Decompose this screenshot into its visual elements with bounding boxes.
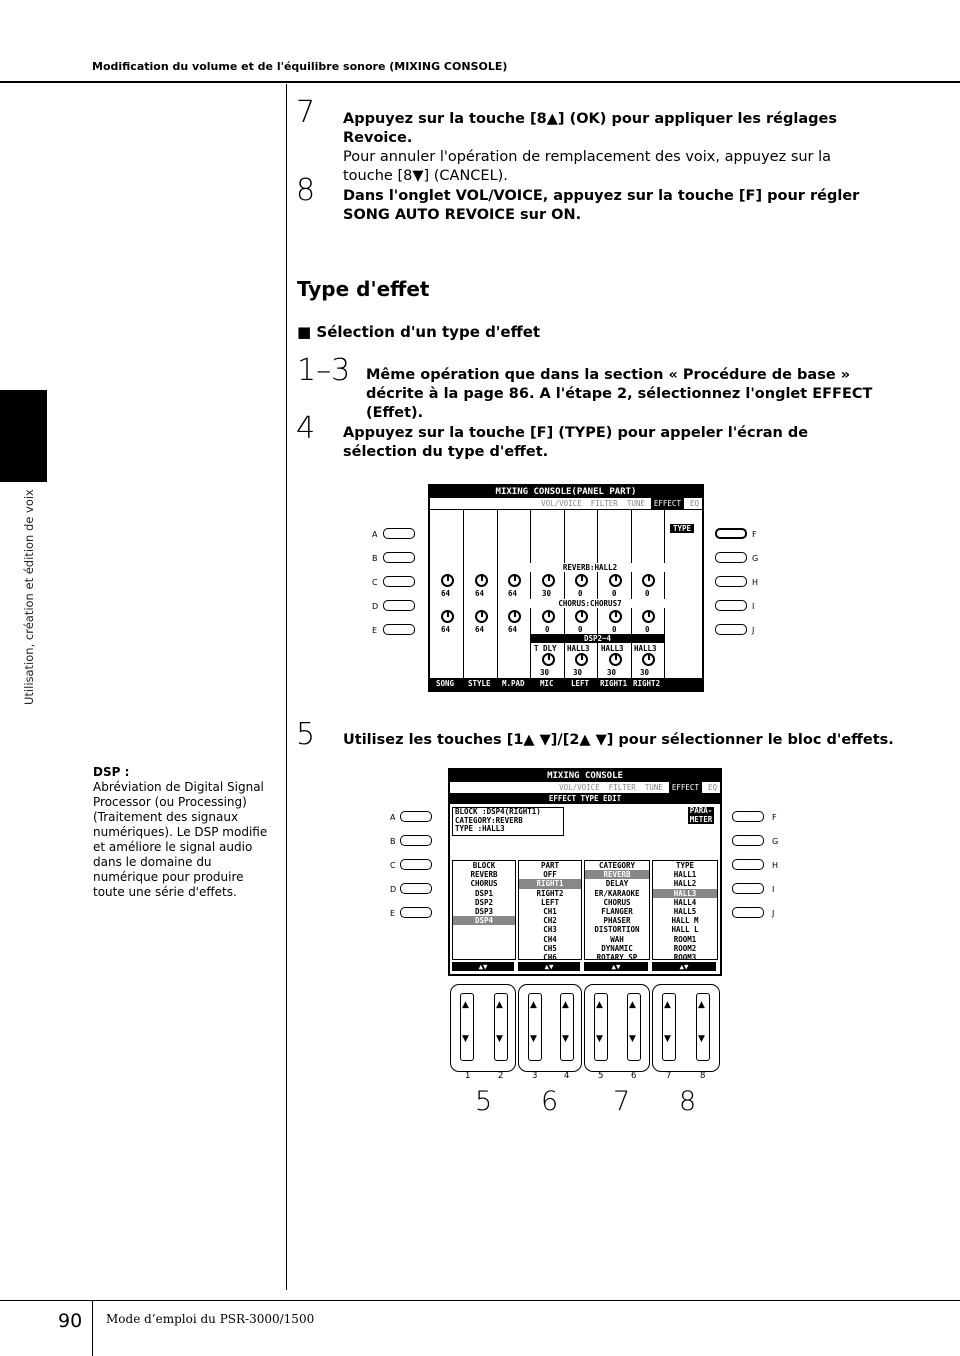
- button-b[interactable]: [400, 835, 432, 846]
- step-bold-text: Utilisez les touches [1▲ ▼]/[2▲ ▼] pour sélectionner le bloc d'effets.: [343, 732, 894, 748]
- list-item[interactable]: ROOM3: [673, 953, 697, 963]
- chapter-label: Utilisation, création et édition de voix: [22, 489, 36, 705]
- callout-number: 7: [613, 1086, 631, 1117]
- chorus-label: CHORUS:CHORUS7: [510, 599, 670, 608]
- section-title: Type d'effet: [297, 277, 430, 301]
- list-item[interactable]: CH3: [543, 925, 557, 935]
- value: 30: [542, 589, 552, 598]
- button-i[interactable]: [732, 883, 764, 894]
- parameter-button[interactable]: PARA-METER: [689, 806, 713, 824]
- step-bold-text: Appuyez sur la touche [F] (TYPE) pour appeler l'écran de sélection du type d'effet.: [343, 425, 809, 460]
- info-box: [452, 807, 564, 836]
- slider-6[interactable]: [627, 993, 641, 1061]
- button-e[interactable]: [400, 907, 432, 918]
- slider-3[interactable]: [528, 993, 542, 1061]
- value: 0: [645, 589, 650, 598]
- callout-number: 6: [541, 1086, 559, 1117]
- button-label-i: I: [772, 885, 775, 894]
- step-number: 1–3: [297, 353, 351, 388]
- dsp-name: HALL3: [601, 644, 624, 653]
- tab-filter[interactable]: FILTER: [590, 499, 618, 508]
- arrow-bar: ▲▼: [452, 962, 514, 971]
- value: 0: [612, 625, 617, 634]
- value: 0: [545, 625, 550, 634]
- list-item[interactable]: DSP2: [474, 897, 494, 907]
- step-number: 7: [296, 95, 316, 130]
- step-number: 4: [296, 411, 316, 446]
- button-label-g: G: [772, 837, 779, 846]
- mixing-console-screen-1: [368, 482, 768, 694]
- slider-number: 6: [631, 1071, 637, 1081]
- slider-number: 1: [465, 1071, 471, 1081]
- list-item[interactable]: PHASER: [603, 916, 631, 926]
- list-item-selected[interactable]: HALL3: [653, 889, 717, 898]
- value: 0: [578, 589, 583, 598]
- value: 64: [441, 589, 451, 598]
- value: 30: [540, 668, 550, 677]
- list-head: CATEGORY: [598, 861, 636, 870]
- callout-number: 8: [679, 1086, 697, 1117]
- tab-tune[interactable]: TUNE: [644, 783, 663, 792]
- note-body: Abréviation de Digital Signal Processor (ou Processing) (Traitement des signaux numériques). Le DSP modifie et améliore le signal audio dans le domaine du numérique pour produire toute une série d'effets.: [93, 780, 268, 899]
- step-number: 5: [296, 717, 316, 752]
- button-label-h: H: [752, 578, 759, 587]
- list-item[interactable]: CH6: [543, 953, 557, 963]
- button-j[interactable]: [715, 624, 747, 635]
- part-song: SONG: [436, 679, 455, 688]
- footer-rule: [0, 1300, 960, 1301]
- lcd-tabs: [430, 498, 702, 510]
- list-item[interactable]: ROTARY SP: [596, 953, 638, 963]
- list-item[interactable]: HALL1: [673, 870, 697, 880]
- dsp-label: DSP2~4: [531, 634, 664, 643]
- step-number: 8: [296, 173, 316, 208]
- button-g[interactable]: [732, 835, 764, 846]
- lcd-display: [428, 484, 704, 692]
- button-b[interactable]: [383, 552, 415, 563]
- slider-number: 3: [532, 1071, 538, 1081]
- arrow-bar: ▲▼: [652, 962, 716, 971]
- list-item[interactable]: CH1: [543, 907, 557, 917]
- list-item[interactable]: HALL L: [671, 925, 699, 935]
- part-left: LEFT: [571, 679, 590, 688]
- list-item[interactable]: HALL4: [673, 897, 697, 907]
- button-g[interactable]: [715, 552, 747, 563]
- info-category: CATEGORY:REVERB: [455, 815, 523, 825]
- chapter-tab: [0, 390, 47, 482]
- slider-number: 2: [498, 1071, 504, 1081]
- list-item[interactable]: CHORUS: [603, 897, 631, 907]
- value: 64: [441, 625, 451, 634]
- value: 30: [573, 668, 583, 677]
- dsp-name: HALL3: [567, 644, 590, 653]
- list-item[interactable]: DELAY: [605, 879, 629, 889]
- list-item-selected[interactable]: REVERB: [585, 870, 649, 879]
- tab-tune[interactable]: TUNE: [626, 499, 645, 508]
- part-right2: RIGHT2: [633, 679, 661, 688]
- button-label-j: J: [752, 626, 755, 635]
- lcd-subtitle: EFFECT TYPE EDIT: [450, 794, 720, 804]
- button-f[interactable]: [732, 811, 764, 822]
- section-subtitle: ■ Sélection d'un type d'effet: [297, 323, 541, 341]
- list-item[interactable]: CH2: [543, 916, 557, 926]
- bottom-bar: [430, 678, 702, 690]
- list-item[interactable]: FLANGER: [601, 907, 633, 917]
- button-e[interactable]: [383, 624, 415, 635]
- lcd-title: MIXING CONSOLE: [450, 770, 720, 782]
- mixing-console-screen-2: [386, 764, 786, 1124]
- note-title: DSP :: [93, 765, 130, 779]
- list-item[interactable]: HALL2: [673, 879, 697, 889]
- type-list[interactable]: [652, 860, 718, 963]
- value: 0: [645, 625, 650, 634]
- button-c[interactable]: [383, 576, 415, 587]
- step-text: [343, 110, 883, 186]
- tab-effect[interactable]: EFFECT: [669, 782, 702, 793]
- list-item[interactable]: DSP1: [474, 888, 494, 898]
- sidebar-note: [93, 765, 278, 900]
- button-label-d: D: [390, 885, 397, 894]
- button-a[interactable]: [383, 528, 415, 539]
- part-mic: MIC: [540, 679, 554, 688]
- button-label-f: F: [752, 530, 757, 539]
- tab-vol-voice[interactable]: VOL/VOICE: [541, 499, 582, 508]
- running-header: Modification du volume et de l'équilibre sonore (MIXING CONSOLE): [92, 60, 508, 73]
- slider-number: 7: [666, 1071, 672, 1081]
- list-item[interactable]: DYNAMIC: [601, 943, 633, 953]
- value: 64: [508, 589, 518, 598]
- slider-5[interactable]: [594, 993, 608, 1061]
- value: 0: [612, 589, 617, 598]
- list-head: PART: [540, 861, 560, 870]
- info-type: TYPE :HALL3: [455, 824, 505, 833]
- button-label-a: A: [372, 530, 378, 539]
- button-label-a: A: [390, 813, 396, 822]
- slider-4[interactable]: [560, 993, 574, 1061]
- list-item[interactable]: DSP3: [474, 907, 494, 917]
- tab-effect[interactable]: EFFECT: [651, 498, 684, 509]
- slider-number: 5: [598, 1071, 604, 1081]
- button-d[interactable]: [400, 883, 432, 894]
- button-f[interactable]: [715, 528, 747, 539]
- list-item[interactable]: OFF: [543, 870, 557, 880]
- button-d[interactable]: [383, 600, 415, 611]
- button-h[interactable]: [732, 859, 764, 870]
- tab-eq[interactable]: EQ: [689, 499, 699, 508]
- button-label-e: E: [390, 909, 396, 918]
- slider-number: 4: [564, 1071, 570, 1081]
- dsp-name: T DLY: [534, 644, 557, 653]
- value: 30: [607, 668, 617, 677]
- list-item[interactable]: HALL5: [673, 907, 697, 917]
- list-item[interactable]: ROOM1: [673, 934, 697, 944]
- part-style: STYLE: [468, 679, 491, 688]
- button-label-e: E: [372, 626, 378, 635]
- button-h[interactable]: [715, 576, 747, 587]
- lcd-title: MIXING CONSOLE(PANEL PART): [430, 486, 702, 498]
- button-c[interactable]: [400, 859, 432, 870]
- step-bold-text: Appuyez sur la touche [8▲] (OK) pour appliquer les réglages Revoice.: [343, 111, 837, 146]
- list-item[interactable]: CH5: [543, 943, 557, 953]
- slider-8[interactable]: [696, 993, 710, 1061]
- button-label-g: G: [752, 554, 759, 563]
- button-label-h: H: [772, 861, 779, 870]
- header-rule: [0, 81, 960, 83]
- slider-2[interactable]: [494, 993, 508, 1061]
- value: 30: [640, 668, 650, 677]
- button-label-b: B: [390, 837, 396, 846]
- step-bold-text: Dans l'onglet VOL/VOICE, appuyez sur la touche [F] pour régler SONG AUTO REVOICE sur ON.: [343, 188, 860, 223]
- footer-text: Mode d’emploi du PSR-3000/1500: [106, 1312, 315, 1326]
- value: 64: [475, 589, 485, 598]
- part-mpad: M.PAD: [502, 679, 525, 688]
- step-bold-text: Même opération que dans la section « Procédure de base » décrite à la page 86. A l'étape 2, sélectionnez l'onglet EFFECT (Effet).: [366, 367, 873, 421]
- list-item-selected[interactable]: RIGHT1: [519, 879, 581, 888]
- slider-number: 8: [700, 1071, 706, 1081]
- list-head: BLOCK: [472, 861, 496, 870]
- arrow-bar: ▲▼: [518, 962, 580, 971]
- list-head: TYPE: [675, 861, 695, 870]
- button-label-d: D: [372, 602, 379, 611]
- part-list[interactable]: [518, 860, 582, 963]
- list-item[interactable]: LEFT: [540, 897, 560, 907]
- arrow-bar: ▲▼: [584, 962, 648, 971]
- value: 0: [578, 625, 583, 634]
- list-item[interactable]: CH4: [543, 934, 557, 944]
- lcd-tabs: [450, 782, 720, 794]
- info-block: BLOCK :DSP4(RIGHT1): [455, 807, 541, 816]
- list-item[interactable]: REVERB: [470, 870, 498, 880]
- button-label-i: I: [752, 602, 755, 611]
- dsp-name: HALL3: [634, 644, 657, 653]
- block-list[interactable]: [452, 860, 516, 960]
- footer-separator: [92, 1300, 93, 1356]
- button-j[interactable]: [732, 907, 764, 918]
- part-right1: RIGHT1: [600, 679, 628, 688]
- button-label-j: J: [772, 909, 775, 918]
- tab-vol-voice[interactable]: VOL/VOICE: [559, 783, 600, 792]
- column-divider: [286, 84, 287, 1290]
- type-label: TYPE: [670, 524, 694, 533]
- list-item[interactable]: RIGHT2: [536, 888, 564, 898]
- list-item[interactable]: DISTORTION: [594, 925, 640, 935]
- list-item[interactable]: CHORUS: [470, 879, 498, 889]
- callout-number: 5: [475, 1086, 493, 1117]
- page-number: 90: [58, 1310, 83, 1332]
- reverb-label: REVERB:HALL2: [510, 563, 670, 572]
- button-label-c: C: [390, 861, 396, 870]
- value: 64: [475, 625, 485, 634]
- button-label-b: B: [372, 554, 378, 563]
- lcd-display: [448, 768, 722, 976]
- slider-7[interactable]: [662, 993, 676, 1061]
- button-label-f: F: [772, 813, 777, 822]
- list-item[interactable]: ROOM2: [673, 943, 697, 953]
- button-a[interactable]: [400, 811, 432, 822]
- tab-eq[interactable]: EQ: [707, 783, 717, 792]
- list-item[interactable]: HALL M: [671, 916, 699, 926]
- list-item-selected[interactable]: DSP4: [453, 916, 515, 925]
- button-i[interactable]: [715, 600, 747, 611]
- tab-filter[interactable]: FILTER: [608, 783, 636, 792]
- category-list[interactable]: [584, 860, 650, 963]
- list-item[interactable]: ER/KARAOKE: [594, 888, 640, 898]
- list-item[interactable]: WAH: [610, 934, 624, 944]
- button-label-c: C: [372, 578, 378, 587]
- step-normal-text: Pour annuler l'opération de remplacement des voix, appuyez sur la touche [8▼] (CANCEL).: [343, 149, 832, 184]
- value: 64: [508, 625, 518, 634]
- slider-1[interactable]: [460, 993, 474, 1061]
